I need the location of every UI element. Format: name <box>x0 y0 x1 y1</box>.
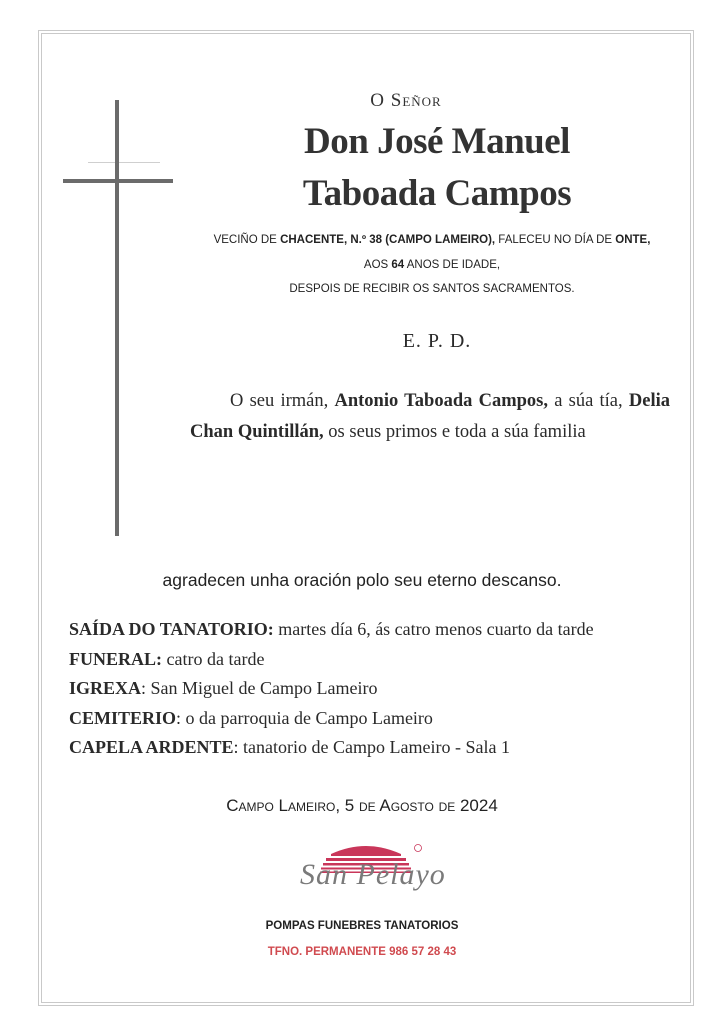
family-paragraph: O seu irmán, Antonio Taboada Campos, a súa tía, Delia Chan Quintillán, os seus primos e toda a súa familia <box>190 391 670 442</box>
info-line-1: VECIÑO DE CHACENTE, N.º 38 (CAMPO LAMEIRO), FALECEU NO DÍA DE ONTE, <box>213 234 651 246</box>
logo-text: San Pelayo <box>300 858 446 891</box>
detail-row-funeral: FUNERAL: catro da tarde <box>69 648 265 669</box>
detail-row-cemetery: CEMITERIO: o da parroquia de Campo Lameiro <box>69 707 433 728</box>
phone-number: TFNO. PERMANENTE 986 57 28 43 <box>267 946 457 958</box>
epd: E. P. D. <box>402 330 472 352</box>
company-name: POMPAS FUNEBRES TANATORIOS <box>265 920 459 932</box>
detail-row-chapel: CAPELA ARDENTE: tanatorio de Campo Lameiro - Sala 1 <box>69 737 510 757</box>
thanks-text: agradecen unha oración polo seu eterno descanso. <box>162 570 562 590</box>
honorific: O Señor <box>370 90 442 111</box>
detail-row-departure: SAÍDA DO TANATORIO: martes día 6, ás catro menos cuarto da tarde <box>69 619 594 639</box>
info-line-2: AOS 64 ANOS DE IDADE, <box>363 259 501 271</box>
date-place: Campo Lameiro, 5 de Agosto de 2024 <box>226 796 498 815</box>
service-details <box>69 615 689 763</box>
deceased-name-line2: Taboada Campos <box>302 173 572 214</box>
deceased-name-line1: Don José Manuel <box>304 121 570 162</box>
detail-row-church: IGREXA: San Miguel de Campo Lameiro <box>69 678 378 698</box>
info-line-3: DESPOIS DE RECIBIR OS SANTOS SACRAMENTOS. <box>289 283 575 295</box>
